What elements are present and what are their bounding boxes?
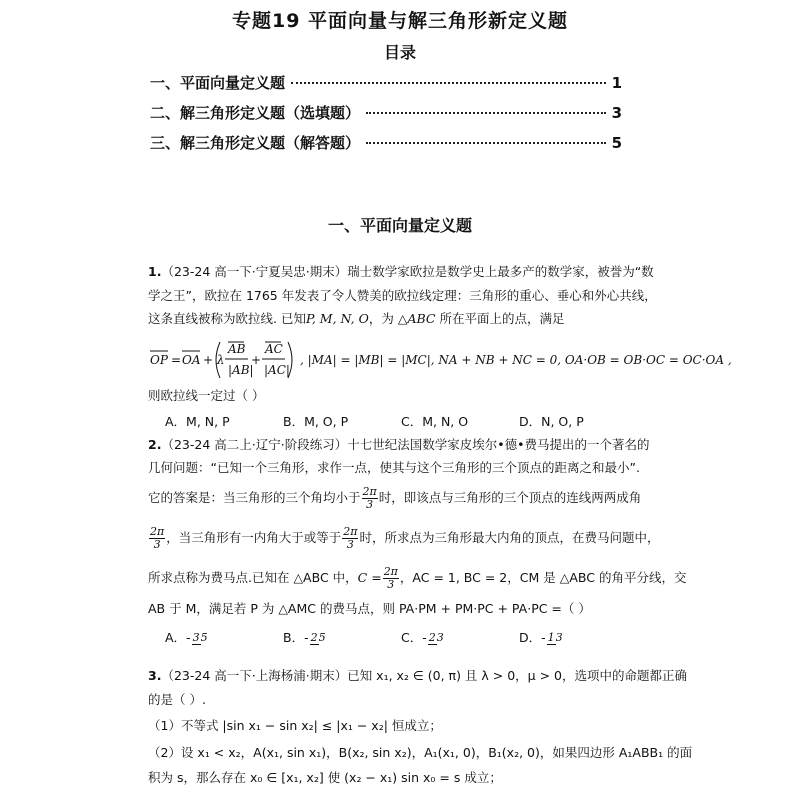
q1-line-1: 1.（23-24 高一下·宁夏吴忠·期末）瑞士数学家欧拉是数学史上最多产的数学家，被誉为“数: [148, 264, 654, 279]
q1-option-c[interactable]: C．M, N, O: [401, 414, 469, 429]
document-title: 专题19 平面向量与解三角形新定义题: [231, 10, 569, 32]
q1-vector-formula: [148, 338, 732, 382]
q3-line-5: 积为 s，那么存在 x₀ ∈ [x₁, x₂] 使 (x₂ − x₁) sin x₀ = s 成立；: [148, 770, 502, 785]
q2-line-2: 几何问题：“已知一个三角形，求作一点，使其与这个三角形的三个顶点的距离之和最小”.: [148, 460, 640, 475]
q2-option-a[interactable]: A．- 35: [165, 630, 208, 645]
fraction-2pi-3: $\frac{2\pi}{3}$: [343, 525, 358, 551]
q2-option-d[interactable]: D．- 13: [519, 630, 563, 645]
svg-text:|AC|: |AC|: [264, 363, 290, 377]
q2-line-6: AB 于 M，满足若 P 为 △AMC 的费马点，则 PA·PM + PM·PC + PA·PC =（ ）: [148, 601, 591, 616]
q3-line-3: （1）不等式 |sin x₁ − sin x₂| ≤ |x₁ − x₂| 恒成立；: [148, 718, 442, 733]
toc-item-3[interactable]: [150, 132, 622, 154]
q2-option-c[interactable]: C．- 23: [401, 630, 444, 645]
svg-text:|AB|: |AB|: [228, 363, 254, 377]
toc-item-page: 5: [611, 134, 622, 152]
toc-item-1[interactable]: [150, 72, 622, 94]
q2-line-3: 它的答案是：当三角形的三个角均小于 $\frac{2\pi}{3}$ 时，即该点与三角形的三个顶点的连线两两成角: [148, 485, 642, 511]
svg-text:=: =: [171, 353, 182, 367]
q2-option-b[interactable]: B．- 25: [283, 630, 326, 645]
q2-line-4: $\frac{2\pi}{3}$ ，当三角形有一内角大于或等于 $\frac{2\pi}{3}$ 时，所求点为三角形最大内角的顶点，在费马问题中，: [150, 525, 660, 551]
svg-text:, |MA| = |MB| = |MC|, NA + NB: , |MA| = |MB| = |MC|, NA + NB + NC = 0, OA·OB = OB·OC = OC·OA ,: [300, 353, 732, 367]
toc-item-page: 1: [611, 74, 622, 92]
svg-text:AB: AB: [228, 342, 246, 356]
section-title: 一、平面向量定义题: [327, 216, 472, 235]
q1-option-b[interactable]: B．M, O, P: [283, 414, 349, 429]
toc-item-page: 3: [611, 104, 622, 122]
fraction-2pi-3: $\frac{2\pi}{3}$: [362, 485, 377, 511]
q1-ask: 则欧拉线一定过（ ）: [148, 388, 265, 403]
toc-dots: [291, 82, 606, 84]
svg-text:OP: OP: [150, 353, 168, 367]
toc-dots: [366, 112, 606, 114]
q2-options: [165, 628, 635, 646]
q3-number: 3.: [148, 668, 162, 683]
q1-option-d[interactable]: D．N, O, P: [519, 414, 584, 429]
q1-option-a[interactable]: A．M, N, P: [165, 414, 230, 429]
q1-options: [165, 412, 635, 430]
toc-item-label: 二、解三角形定义题（选填题）: [150, 104, 361, 122]
q2-line-1: 2.（23-24 高二上·辽宁·阶段练习）十七世纪法国数学家皮埃尔•德•费马提出的一个著名的: [148, 437, 650, 452]
toc-item-2[interactable]: [150, 102, 622, 124]
q2-line-5: 所求点称为费马点.已知在 △ABC 中，C = $\frac{2\pi}{3}$ ，AC = 1, BC = 2，CM 是 △ABC 的角平分线，交: [148, 565, 687, 591]
svg-text:+ λ: + λ: [203, 353, 225, 367]
toc-heading: 目录: [383, 43, 416, 62]
q2-number: 2.: [148, 437, 162, 452]
svg-text:+: +: [251, 353, 262, 367]
fraction-2pi-3: $\frac{2\pi}{3}$: [383, 565, 398, 591]
q1-line-3: 这条直线被称为欧拉线. 已知P, M, N, O，为 △ABC 所在平面上的点，满足: [148, 311, 565, 326]
q1-line-2: 学之王”，欧拉在 1765 年发表了令人赞美的欧拉线定理：三角形的重心、垂心和外心共线，: [148, 288, 657, 303]
q1-number: 1.: [148, 264, 162, 279]
toc-item-label: 三、解三角形定义题（解答题）: [150, 134, 361, 152]
q3-line-2: 的是（ ）.: [148, 692, 206, 707]
toc-dots: [366, 142, 606, 144]
q3-line-1: 3.（23-24 高一下·上海杨浦·期末）已知 x₁, x₂ ∈ (0, π) 且 λ > 0，μ > 0，选项中的命题都正确: [148, 668, 687, 683]
svg-text:OA: OA: [182, 353, 201, 367]
fraction-2pi-3: $\frac{2\pi}{3}$: [150, 525, 165, 551]
toc-item-label: 一、平面向量定义题: [150, 74, 286, 92]
svg-text:AC: AC: [265, 342, 283, 356]
q3-line-4: （2）设 x₁ < x₂，A(x₁, sin x₁)，B(x₂, sin x₂)，A₁(x₁, 0)，B₁(x₂, 0)，如果四边形 A₁ABB₁ 的面: [148, 745, 693, 760]
